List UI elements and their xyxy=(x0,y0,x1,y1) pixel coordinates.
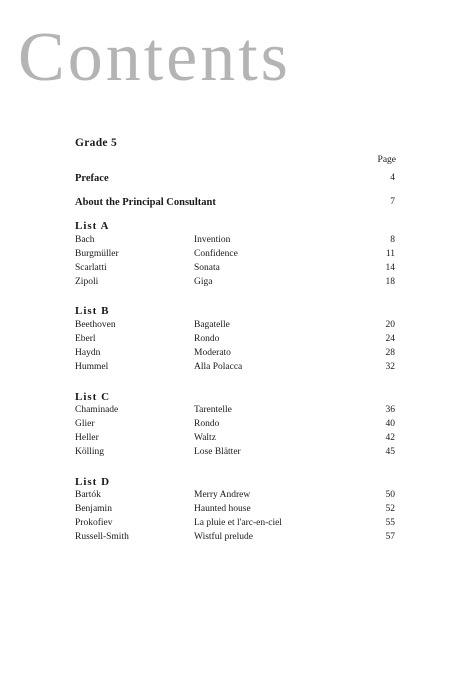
list-item[interactable] xyxy=(75,419,395,433)
page-number: 40 xyxy=(385,419,395,429)
work-title: Invention xyxy=(194,235,231,245)
toc-entry-title: Preface xyxy=(75,173,109,184)
list-a-heading: List A xyxy=(75,220,110,232)
page-number: 36 xyxy=(385,405,395,415)
page-number: 14 xyxy=(385,263,395,273)
list-item[interactable] xyxy=(75,277,395,291)
list-item[interactable] xyxy=(75,249,395,263)
composer: Beethoven xyxy=(75,320,116,330)
toc-entry-about-consultant[interactable] xyxy=(75,197,395,211)
composer: Haydn xyxy=(75,348,101,358)
composer: Benjamin xyxy=(75,504,112,514)
composer: Chaminade xyxy=(75,405,119,415)
work-title: Giga xyxy=(194,277,213,287)
list-item[interactable] xyxy=(75,447,395,461)
work-title: Merry Andrew xyxy=(194,490,251,500)
list-item[interactable] xyxy=(75,532,395,546)
page-number: 20 xyxy=(385,320,395,330)
composer: Kölling xyxy=(75,447,105,457)
work-title: Tarentelle xyxy=(194,405,232,415)
page-column-header: Page xyxy=(377,155,396,165)
list-b-heading: List B xyxy=(75,305,110,317)
composer: Glier xyxy=(75,419,95,429)
page-number: 32 xyxy=(385,362,395,372)
composer: Burgmüller xyxy=(75,249,119,259)
page-number: 24 xyxy=(385,334,395,344)
work-title: Rondo xyxy=(194,419,220,429)
page-number: 8 xyxy=(390,235,395,245)
page-title: Contents xyxy=(18,19,291,96)
page-number: 28 xyxy=(385,348,395,358)
page-number: 11 xyxy=(385,249,395,259)
composer: Bartók xyxy=(75,490,101,500)
list-item[interactable] xyxy=(75,362,395,376)
work-title: Moderato xyxy=(194,348,231,358)
work-title: Alla Polacca xyxy=(194,362,243,372)
page-number: 55 xyxy=(385,518,395,528)
list-item[interactable] xyxy=(75,334,395,348)
work-title: Sonata xyxy=(194,263,220,273)
list-item[interactable] xyxy=(75,405,395,419)
work-title: Wistful prelude xyxy=(194,532,253,542)
work-title: Bagatelle xyxy=(194,320,230,330)
composer: Zipoli xyxy=(75,277,99,287)
page-number: 45 xyxy=(385,447,395,457)
toc-entry-preface[interactable] xyxy=(75,173,395,187)
page-number: 57 xyxy=(385,532,395,542)
toc-entry-title: About the Principal Consultant xyxy=(75,197,216,208)
composer: Scarlatti xyxy=(75,263,107,273)
composer: Prokofiev xyxy=(75,518,113,528)
work-title: Waltz xyxy=(194,433,216,443)
grade-heading: Grade 5 xyxy=(75,137,118,149)
page-number: 50 xyxy=(385,490,395,500)
list-item[interactable] xyxy=(75,263,395,277)
work-title: Confidence xyxy=(194,249,238,259)
composer: Hummel xyxy=(75,362,109,372)
work-title: Haunted house xyxy=(194,504,251,514)
composer: Russell-Smith xyxy=(75,532,129,542)
list-d-heading: List D xyxy=(75,476,111,488)
list-item[interactable] xyxy=(75,490,395,504)
list-item[interactable] xyxy=(75,348,395,362)
work-title: Lose Blätter xyxy=(194,447,241,457)
composer: Eberl xyxy=(75,334,96,344)
list-item[interactable] xyxy=(75,433,395,447)
toc-entry-page: 4 xyxy=(390,173,395,183)
list-item[interactable] xyxy=(75,235,395,249)
list-item[interactable] xyxy=(75,504,395,518)
composer: Bach xyxy=(75,235,95,245)
toc-entry-page: 7 xyxy=(390,197,395,207)
work-title: Rondo xyxy=(194,334,220,344)
list-item[interactable] xyxy=(75,320,395,334)
page-number: 18 xyxy=(385,277,395,287)
composer: Heller xyxy=(75,433,99,443)
page-number: 52 xyxy=(385,504,395,514)
list-c-heading: List C xyxy=(75,391,111,403)
list-item[interactable] xyxy=(75,518,395,532)
work-title: La pluie et l'arc-en-ciel xyxy=(194,518,282,528)
page-number: 42 xyxy=(385,433,395,443)
